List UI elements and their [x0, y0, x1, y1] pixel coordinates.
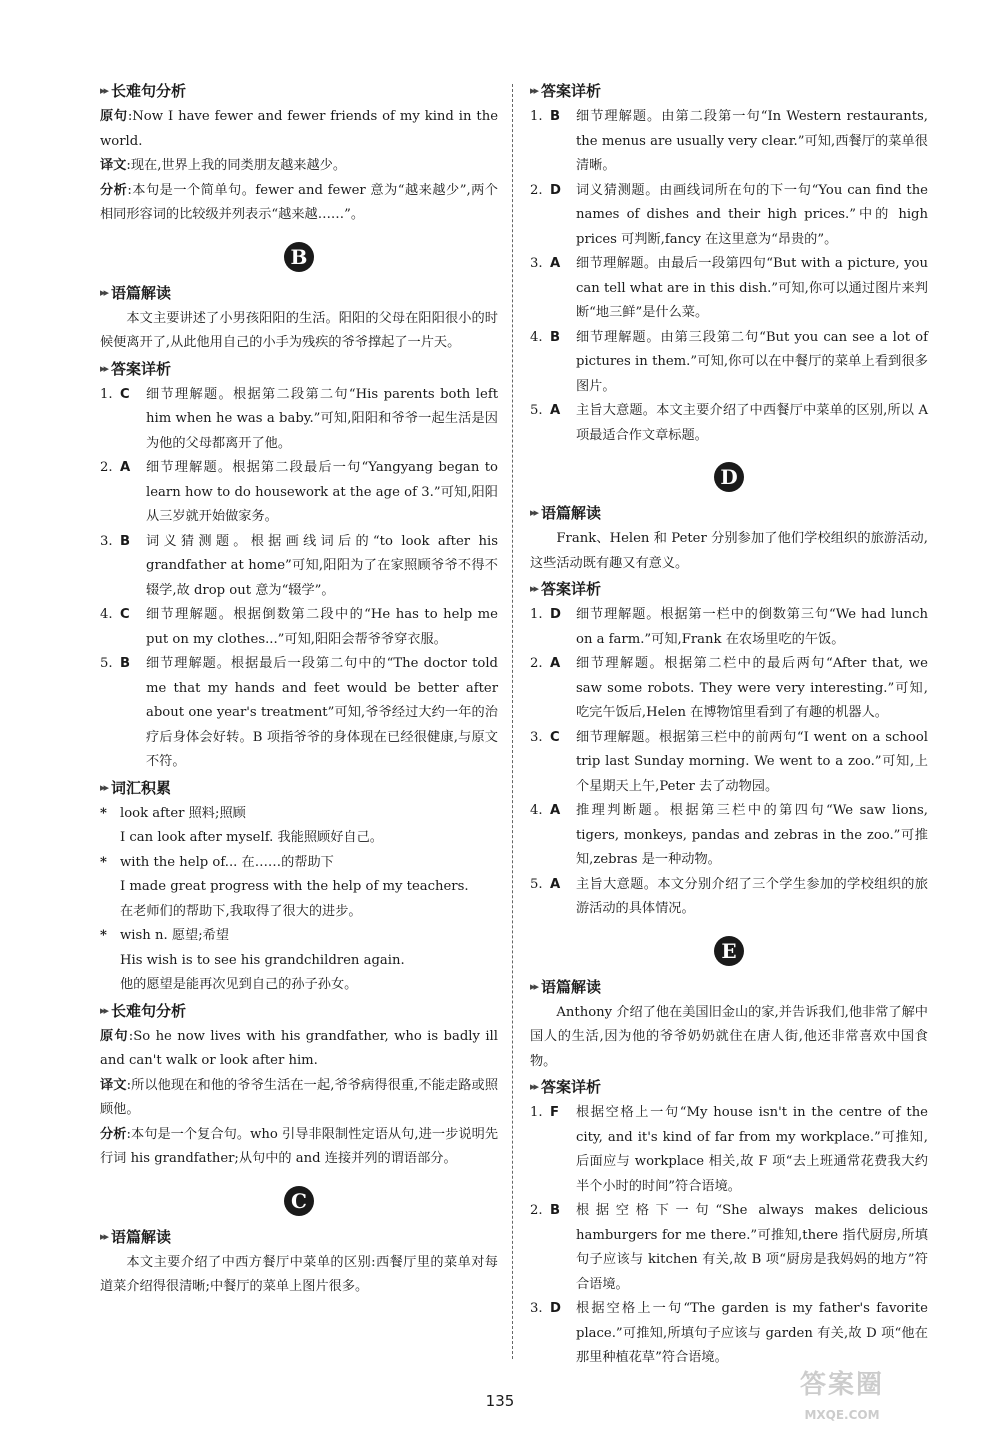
heading-arrow-icon: ▸▸	[530, 582, 538, 595]
answer-number: 2.	[530, 656, 543, 671]
answer-number: 3.	[100, 533, 113, 549]
answer-letter: B	[550, 109, 561, 124]
answer-explanation: 细节理解题。根据倒数第二段中的“He has to help me put on my clothes...”可知,阳阳会帮爷爷穿衣服。	[146, 607, 498, 647]
section-badge-e: E	[714, 936, 744, 966]
answer-letter: C	[550, 729, 560, 745]
answer-letter: A	[120, 460, 131, 475]
section-badge-d: D	[714, 462, 744, 492]
vocab-phrase: * look after 照料;照顾	[100, 802, 498, 827]
heading-arrow-icon: ▸▸	[100, 780, 108, 794]
answer-letter: B	[120, 533, 131, 549]
section-heading: ▸▸ 答案详析	[530, 82, 602, 100]
original-sentence: 原句:Now I have fewer and fewer friends of my kind in the world.	[100, 109, 498, 149]
answer-item	[530, 1101, 928, 1199]
answer-explanation: 细节理解题。根据第二段第二句“His parents both left him when he was a baby.”可知,阳阳和爷爷一起生活是因为他的父母都离开了他。	[146, 386, 498, 451]
section-heading: ▸▸ 词汇积累	[100, 778, 172, 797]
heading-arrow-icon: ▸▸	[530, 506, 538, 519]
answer-number: 3.	[530, 729, 543, 745]
answer-number: 5.	[100, 656, 113, 671]
answer-number: 1.	[100, 386, 113, 402]
answer-number: 4.	[530, 803, 543, 818]
asterisk-icon: *	[100, 805, 107, 821]
answer-letter: A	[550, 256, 561, 271]
section-heading: ▸▸ 语篇解读	[530, 977, 602, 996]
answer-letter: B	[550, 1203, 561, 1218]
reading-summary: 本文主要介绍了中西方餐厅中菜单的区别:西餐厅里的菜单对每道菜介绍得很清晰;中餐厅的菜单上图片很多。	[100, 1254, 498, 1294]
left-column	[100, 78, 498, 1300]
heading-arrow-icon: ▸▸	[100, 361, 108, 375]
reading-summary: Anthony 介绍了他在美国旧金山的家,并告诉我们,他非常了解中国人的生活,因为他的爷爷奶奶就住在唐人街,他还非常喜欢中国食物。	[530, 1004, 928, 1069]
vocab-example: I made great progress with the help of my teachers.	[120, 879, 469, 894]
translation: 译文:所以他现在和他的爷爷生活在一起,爷爷病得很重,不能走路或照顾他。	[100, 1077, 499, 1117]
answer-item	[530, 1297, 928, 1371]
section-heading: ▸▸ 答案详析	[530, 580, 602, 598]
watermark-logo: 答案圈 MXQE.COM	[800, 1370, 885, 1422]
answer-item	[530, 603, 928, 652]
section-heading: ▸▸ 长难句分析	[100, 82, 187, 100]
answer-number: 3.	[530, 256, 543, 271]
heading-arrow-icon: ▸▸	[100, 285, 108, 299]
answer-item	[530, 873, 928, 922]
answer-letter: A	[550, 403, 561, 418]
answer-letter: C	[120, 607, 130, 622]
heading-arrow-icon: ▸▸	[530, 84, 538, 97]
heading-arrow-icon: ▸▸	[100, 1003, 108, 1017]
answer-explanation: 细节理解题。根据最后一段第二句中的“The doctor told me that my hands and feet would be better after about one year's treatment”可知,爷爷经过大约一年的治疗后身体会好转。B 项指爷爷的身体现在已经很健康,与原文不符。	[146, 656, 498, 769]
answer-number: 5.	[530, 403, 543, 418]
answer-letter: A	[550, 803, 561, 818]
answer-explanation: 细节理解题。根据第二栏中的最后两句“After that, we saw some robots. They were very interesting.”可知,吃完午饭后,Helen 在博物馆里看到了有趣的机器人。	[576, 656, 928, 720]
answer-item	[530, 1199, 928, 1297]
section-heading: ▸▸ 答案详析	[530, 1078, 602, 1096]
vocab-list	[100, 802, 498, 998]
heading-arrow-icon: ▸▸	[100, 1229, 108, 1243]
answer-number: 4.	[100, 607, 113, 622]
original-sentence: 原句:So he now lives with his grandfather, who is badly ill and can't walk or look after him.	[100, 1028, 498, 1068]
answer-number: 1.	[530, 1105, 543, 1120]
answer-explanation: 细节理解题。由第二段第一句“In Western restaurants, the menus are usually very clear.”可知,西餐厅的菜单很清晰。	[576, 109, 928, 173]
answer-explanation: 根据空格下一句“She always makes delicious hamburgers for me there.”可推知,there 指代厨房,所填句子应该与 kitchen 有关,故 B 项“厨房是我妈妈的地方”符合语境。	[576, 1203, 928, 1292]
answer-explanation: 细节理解题。由最后一段第四句“But with a picture, you can tell what are in this dish.”可知,你可以通过图片来判断“地三鲜”是什么菜。	[576, 256, 928, 320]
answer-item	[530, 252, 928, 326]
answer-explanation: 根据空格上一句“The garden is my father's favorite place.”可推知,所填句子应该与 garden 有关,故 D 项“他在那里种植花草”符合语境。	[576, 1301, 928, 1365]
answer-letter: F	[550, 1105, 560, 1120]
answer-item	[530, 652, 928, 726]
section-heading: ▸▸ 长难句分析	[100, 1001, 187, 1020]
heading-arrow-icon: ▸▸	[100, 84, 108, 97]
answer-list	[530, 603, 928, 922]
vocab-phrase: * with the help of... 在……的帮助下	[100, 851, 498, 876]
answer-item	[530, 726, 928, 800]
answer-explanation: 词义猜测题。由画线词所在句的下一句“You can find the names of dishes and their high prices.”中的 high prices 可判断,fancy 在这里意为“昂贵的”。	[576, 182, 928, 247]
answer-number: 2.	[530, 182, 543, 198]
vocab-example: His wish is to see his grandchildren again.	[120, 952, 405, 968]
vocab-example: I can look after myself. 我能照顾好自己。	[120, 830, 383, 845]
reading-summary: 本文主要讲述了小男孩阳阳的生活。阳阳的父母在阳阳很小的时候便离开了,从此他用自己的小手为残疾的爷爷撑起了一片天。	[100, 310, 498, 350]
vocab-example: 他的愿望是能再次见到自己的孙子孙女。	[120, 977, 358, 992]
analysis: 分析:本句是一个简单句。fewer and fewer 意为“越来越少”,两个相同形容词的比较级并列表示“越来越……”。	[100, 182, 498, 222]
section-heading: ▸▸ 答案详析	[100, 359, 172, 378]
answer-letter: A	[550, 656, 561, 671]
right-column	[530, 78, 928, 1371]
analysis: 分析:本句是一个复合句。who 引导非限制性定语从句,进一步说明先行词 his grandfather;从句中的 and 连接并列的谓语部分。	[100, 1126, 499, 1166]
answer-number: 2.	[530, 1203, 543, 1218]
section-heading: ▸▸ 语篇解读	[100, 1227, 172, 1246]
answer-number: 3.	[530, 1301, 543, 1316]
answer-item	[530, 326, 928, 400]
answer-letter: B	[120, 656, 131, 671]
answer-explanation: 根据空格上一句“My house isn't in the centre of the city, and it's kind of far from my workplace.”可推知,后面应与 workplace 相关,故 F 项“去上班通常花费我大约半个小时的时间”符合语境。	[576, 1105, 928, 1194]
answer-explanation: 词义猜测题。根据画线词后的“to look after his grandfather at home”可知,阳阳为了在家照顾爷爷不得不辍学,故 drop out 意为“辍学”。	[146, 533, 498, 598]
answer-item	[100, 603, 498, 652]
page-number: 135	[485, 1392, 515, 1410]
answer-item	[100, 530, 498, 604]
answer-item	[530, 105, 928, 179]
reading-summary: Frank、Helen 和 Peter 分别参加了他们学校组织的旅游活动,这些活动既有趣又有意义。	[530, 531, 928, 571]
answer-item	[100, 383, 498, 457]
answer-number: 4.	[530, 329, 543, 345]
answer-number: 2.	[100, 460, 113, 475]
section-badge-c: C	[284, 1186, 314, 1216]
answer-explanation: 细节理解题。根据第一栏中的倒数第三句“We had lunch on a farm.”可知,Frank 在农场里吃的午饭。	[576, 607, 928, 647]
vocab-phrase: * wish n. 愿望;希望	[100, 924, 498, 949]
answer-letter: C	[120, 386, 130, 402]
answer-item	[530, 799, 928, 873]
answer-explanation: 细节理解题。根据第二段最后一句“Yangyang began to learn how to do housework at the age of 3.”可知,阳阳从三岁就开始做家务。	[146, 460, 498, 524]
answer-letter: B	[550, 329, 561, 345]
translation: 译文:现在,世界上我的同类朋友越来越少。	[100, 158, 347, 173]
answer-list	[530, 105, 928, 448]
answer-explanation: 主旨大意题。本文分别介绍了三个学生参加的学校组织的旅游活动的具体情况。	[576, 876, 928, 916]
answer-item	[530, 179, 928, 253]
answer-list	[100, 383, 498, 775]
answer-explanation: 主旨大意题。本文主要介绍了中西餐厅中菜单的区别,所以 A 项最适合作文章标题。	[576, 403, 928, 443]
heading-arrow-icon: ▸▸	[530, 979, 538, 993]
answer-item	[100, 456, 498, 530]
column-divider	[512, 84, 513, 1359]
section-heading: ▸▸ 语篇解读	[100, 283, 172, 302]
answer-letter: D	[550, 1301, 561, 1316]
answer-item	[100, 652, 498, 775]
asterisk-icon: *	[100, 928, 107, 943]
answer-letter: A	[550, 876, 561, 892]
heading-arrow-icon: ▸▸	[530, 1080, 538, 1093]
vocab-example: 在老师们的帮助下,我取得了很大的进步。	[120, 903, 362, 919]
answer-explanation: 细节理解题。根据第三栏中的前两句“I went on a school trip last Sunday morning. We went to a zoo.”可知,上个星期天上午,Peter 去了动物园。	[576, 729, 928, 794]
answer-number: 1.	[530, 109, 543, 124]
answer-letter: D	[550, 607, 561, 622]
answer-number: 1.	[530, 607, 543, 622]
asterisk-icon: *	[100, 854, 107, 870]
answer-explanation: 细节理解题。由第三段第二句“But you can see a lot of pictures in them.”可知,你可以在中餐厅的菜单上看到很多图片。	[576, 329, 928, 394]
section-badge-b: B	[284, 242, 314, 272]
answer-number: 5.	[530, 876, 543, 892]
answer-list	[530, 1101, 928, 1371]
answer-explanation: 推理判断题。根据第三栏中的第四句“We saw lions, tigers, monkeys, pandas and zebras in the zoo.”可推知,zebras 是一种动物。	[576, 803, 928, 867]
section-heading: ▸▸ 语篇解读	[530, 504, 602, 522]
answer-letter: D	[550, 182, 561, 198]
answer-item	[530, 399, 928, 448]
